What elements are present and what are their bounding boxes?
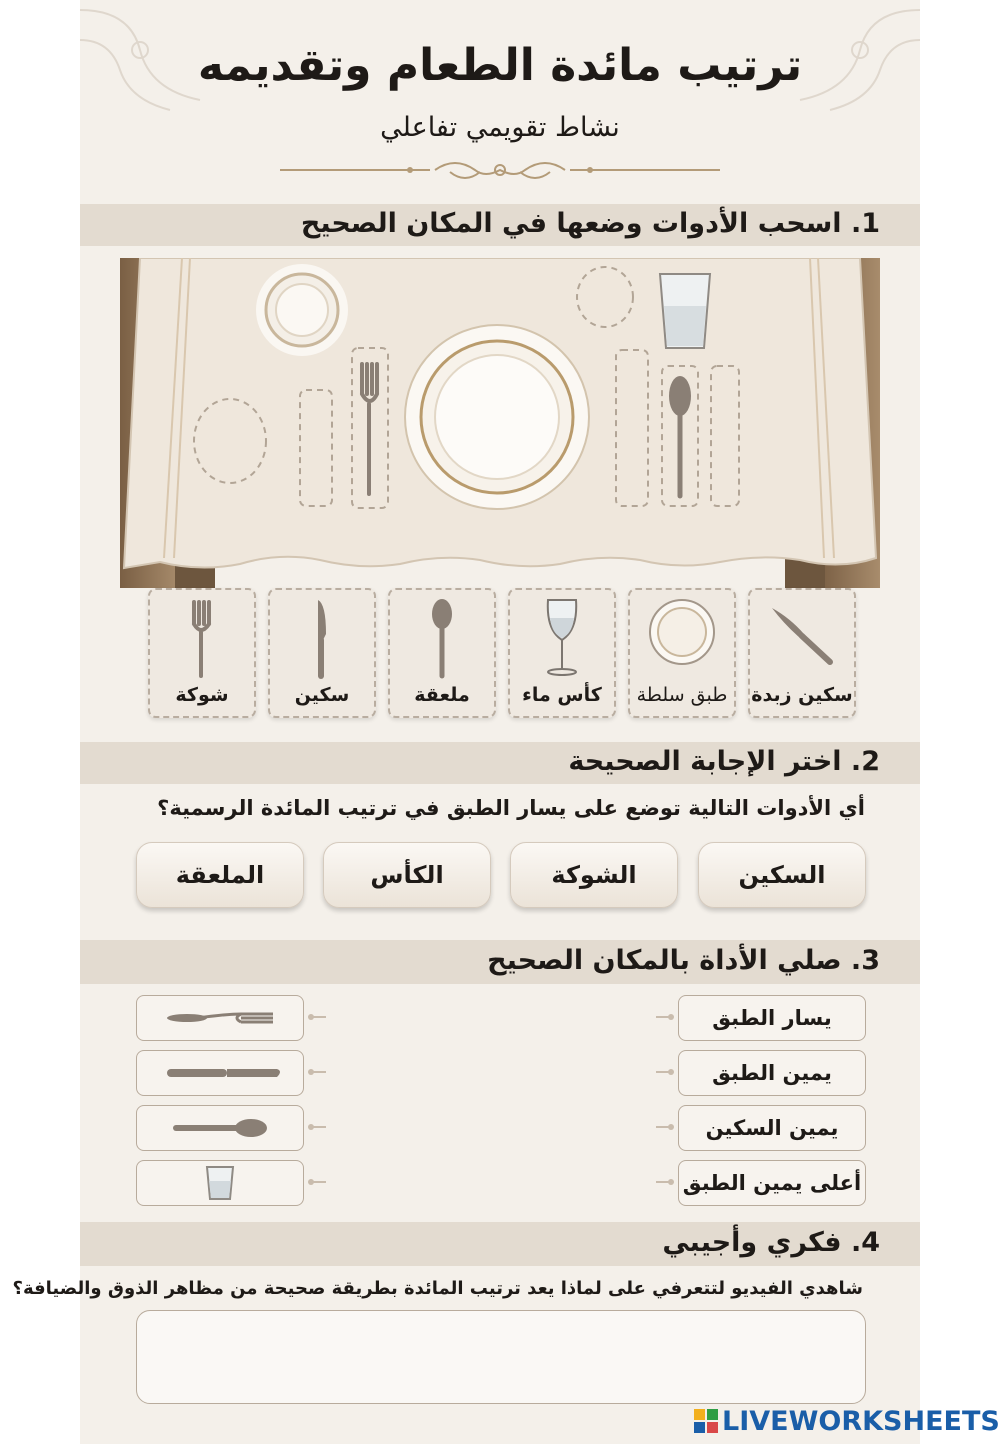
brand-name: LIVEWORKSHEETS <box>722 1405 1000 1437</box>
question-text: أي الأدوات التالية توضع على يسار الطبق في ترتيب المائدة الرسمية؟ <box>157 796 865 820</box>
section4-header <box>80 1222 920 1266</box>
glass-icon <box>137 1161 303 1205</box>
salad-plate-icon <box>630 590 734 690</box>
butter-knife-drop-zone[interactable] <box>708 364 742 510</box>
match-tool-knife[interactable] <box>136 1050 304 1096</box>
connector-dot[interactable] <box>306 1177 326 1187</box>
connector-dot[interactable] <box>306 1067 326 1077</box>
match-place-left-of-plate[interactable]: يسار الطبق <box>678 995 866 1041</box>
brand-icon <box>694 1409 718 1433</box>
salad-plate-drop-zone[interactable] <box>190 396 270 486</box>
answer-textbox[interactable] <box>136 1310 866 1404</box>
section3-heading: 3. صلي الأداة بالمكان الصحيح <box>487 945 880 976</box>
match-place-top-right-of-plate[interactable]: أعلى يمين الطبق <box>678 1160 866 1206</box>
item-label: سكين زبدة <box>751 684 853 706</box>
wine-glass-icon <box>510 590 614 690</box>
item-label: ملعقة <box>414 684 470 706</box>
match-place-right-of-plate[interactable]: يمين الطبق <box>678 1050 866 1096</box>
fork-icon <box>150 590 254 690</box>
spoon-icon <box>137 1106 303 1150</box>
section1-heading: 1. اسحب الأدوات وضعها في المكان الصحيح <box>300 208 880 239</box>
page-title: ترتيب مائدة الطعام وتقديمه <box>197 40 803 91</box>
option-knife[interactable]: السكين <box>698 842 866 908</box>
section2-heading: 2. اختر الإجابة الصحيحة <box>568 746 880 777</box>
butter-knife-icon <box>750 590 854 690</box>
section1-header <box>80 204 920 246</box>
fork-icon <box>137 996 303 1040</box>
section4-heading: 4. فكري وأجيبي <box>662 1227 880 1258</box>
option-spoon[interactable]: الملعقة <box>136 842 304 908</box>
drag-item-water-glass[interactable] <box>508 588 616 718</box>
connector-dot[interactable] <box>656 1067 676 1077</box>
match-tool-fork[interactable] <box>136 995 304 1041</box>
liveworksheets-logo[interactable] <box>694 1404 1000 1438</box>
item-label: شوكة <box>175 684 229 706</box>
drag-item-salad-plate[interactable] <box>628 588 736 718</box>
spoon-drop-zone[interactable] <box>658 364 702 510</box>
bread-plate-placed[interactable] <box>252 262 356 372</box>
option-glass[interactable]: الكأس <box>323 842 491 908</box>
connector-dot[interactable] <box>306 1122 326 1132</box>
connector-dot[interactable] <box>656 1122 676 1132</box>
fork-drop-zone[interactable] <box>348 346 392 512</box>
spoon-icon <box>390 590 494 690</box>
reflection-prompt: شاهدي الفيديو لتتعرفي على لماذا يعد ترتيب المائدة بطريقة صحيحة من مظاهر الذوق والضيافة؟ <box>12 1278 863 1299</box>
match-place-right-of-knife[interactable]: يمين السكين <box>678 1105 866 1151</box>
connector-dot[interactable] <box>656 1012 676 1022</box>
item-label: طبق سلطة <box>636 684 728 706</box>
dinner-plate <box>402 322 592 512</box>
match-tool-glass[interactable] <box>136 1160 304 1206</box>
connector-dot[interactable] <box>306 1012 326 1022</box>
option-fork[interactable]: الشوكة <box>510 842 678 908</box>
page-subtitle: نشاط تقويمي تفاعلي <box>380 112 620 143</box>
knife-drop-zone-left[interactable] <box>296 388 336 510</box>
water-glass-placed[interactable] <box>656 270 714 354</box>
item-label: سكين <box>294 684 350 706</box>
connector-dot[interactable] <box>656 1177 676 1187</box>
item-label: كأس ماء <box>522 684 602 706</box>
drag-item-knife[interactable] <box>268 588 376 718</box>
drag-item-fork[interactable] <box>148 588 256 718</box>
section2-header <box>80 742 920 784</box>
knife-icon <box>137 1051 303 1095</box>
drag-item-butter-knife[interactable] <box>748 588 856 718</box>
glass-drop-zone[interactable] <box>574 264 636 330</box>
ornamental-divider <box>280 152 720 192</box>
knife-icon <box>270 590 374 690</box>
knife-drop-zone-right[interactable] <box>612 348 652 510</box>
match-tool-spoon[interactable] <box>136 1105 304 1151</box>
section3-header <box>80 940 920 984</box>
drag-item-spoon[interactable] <box>388 588 496 718</box>
